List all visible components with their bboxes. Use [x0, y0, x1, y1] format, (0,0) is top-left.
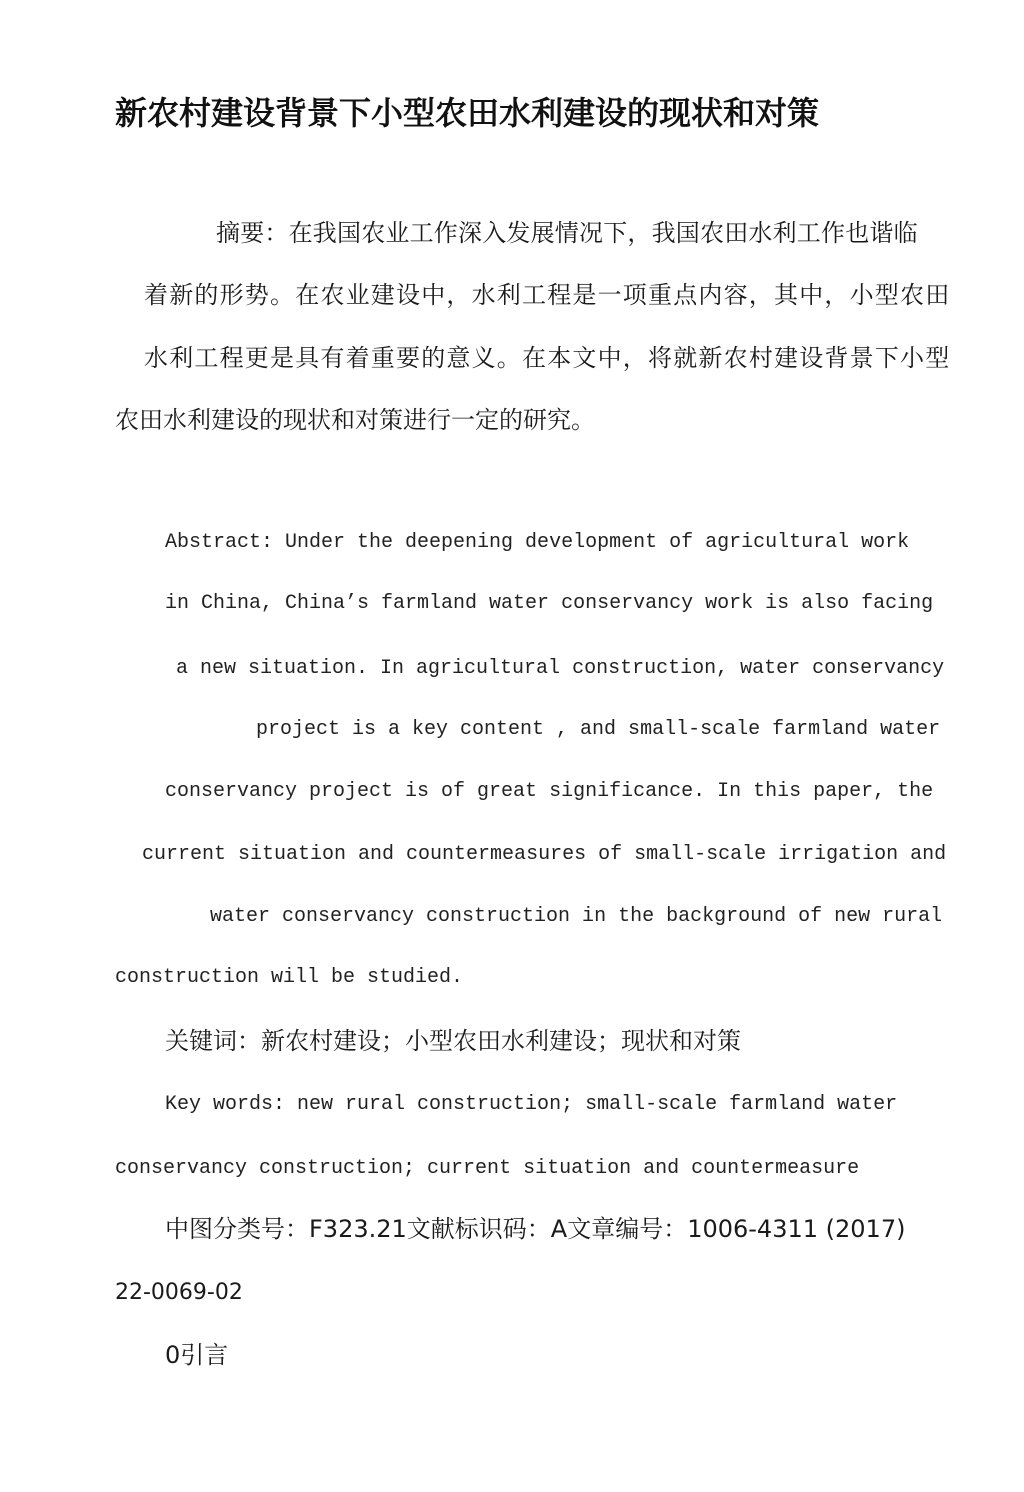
classification-line: 22-0069-02	[115, 1280, 243, 1305]
abstract-zh-line: 农田水利建设的现状和对策进行一定的研究。	[115, 406, 595, 434]
abstract-en-line: in China, China’s farmland water conservancy work is also facing	[165, 592, 934, 615]
abstract-en-line: project is a key content , and small-scale farmland water	[256, 718, 941, 741]
section-heading-introduction: 0引言	[165, 1341, 229, 1369]
keywords-en-line: conservancy construction; current situation and countermeasure	[115, 1157, 860, 1180]
abstract-zh-line: 摘要：在我国农业工作深入发展情况下，我国农田水利工作也谐临	[216, 219, 918, 247]
abstract-en-line: water conservancy construction in the background of new rural	[210, 905, 943, 928]
keywords-en-line: Key words: new rural construction; small-scale farmland water	[165, 1093, 898, 1116]
abstract-en-line: conservancy project is of great significance. In this paper, the	[165, 780, 934, 803]
abstract-zh-line: 水利工程更是具有着重要的意义。在本文中，将就新农村建设背景下小型	[144, 344, 951, 372]
abstract-en-line: a new situation. In agricultural construction, water conservancy	[176, 657, 945, 680]
abstract-en-line: Abstract: Under the deepening development of agricultural work	[165, 531, 910, 554]
keywords-zh: 关键词：新农村建设；小型农田水利建设；现状和对策	[165, 1027, 741, 1055]
paper-title: 新农村建设背景下小型农田水利建设的现状和对策	[115, 94, 820, 132]
classification-line: 中图分类号：F323.21文献标识码：A文章编号：1006-4311 (2017)	[165, 1215, 906, 1243]
abstract-en-line: current situation and countermeasures of small-scale irrigation and	[142, 843, 947, 866]
abstract-zh-line: 着新的形势。在农业建设中，水利工程是一项重点内容，其中，小型农田	[144, 281, 951, 309]
abstract-en-line: construction will be studied.	[115, 966, 464, 989]
